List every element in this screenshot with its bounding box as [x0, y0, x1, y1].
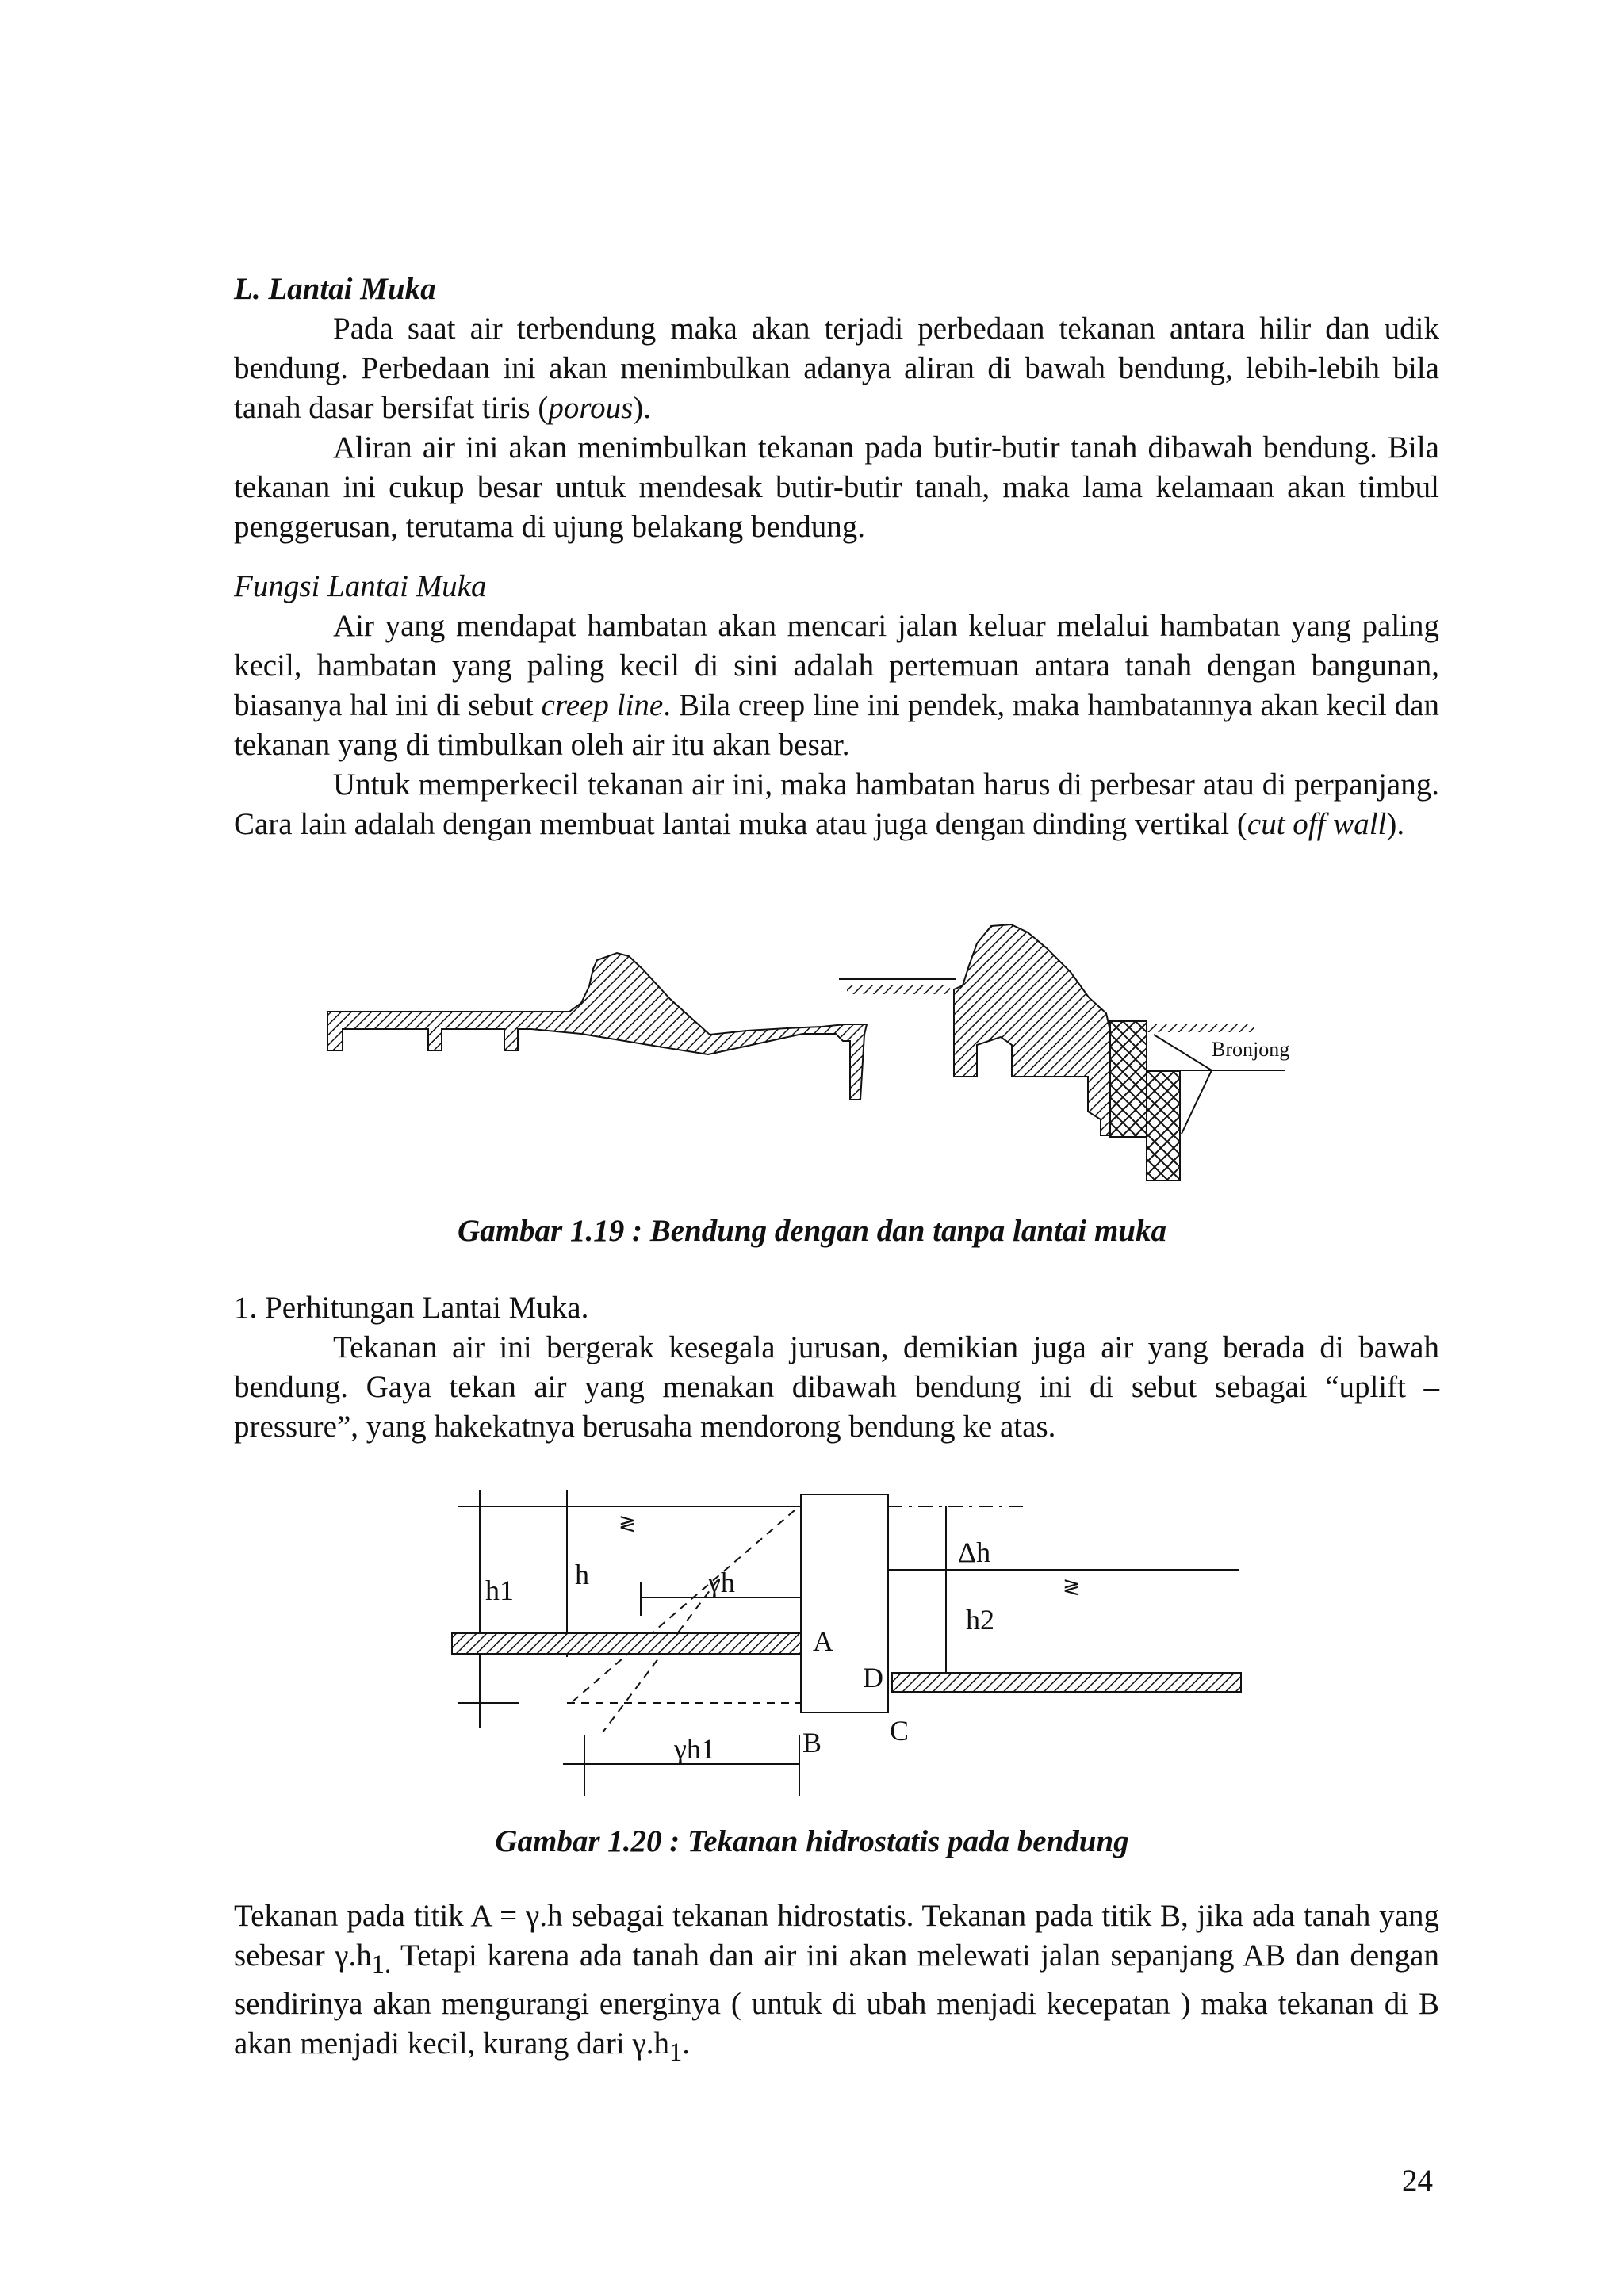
paragraph: Pada saat air terbendung maka akan terjadi perbedaan tekanan antara hilir dan udik bendung. Perbedaan ini akan menimbulkan adanya aliran di bawah bendung, lebih-lebih bila tanah dasar bersifat tiris (porous).: [234, 312, 1439, 425]
label-bronjong: Bronjong: [1212, 1038, 1290, 1061]
paragraph: Air yang mendapat hambatan akan mencari jalan keluar melalui hambatan yang paling kecil, hambatan yang paling kecil di sini adalah pertemuan antara tanah dengan bangunan, biasanya hal ini di sebut creep line. Bila creep line ini pendek, maka hambatannya akan kecil dan tekanan yang di timbulkan oleh air itu akan besar.: [234, 609, 1439, 762]
label-gamma-h: γh: [708, 1567, 735, 1598]
label-h: h: [575, 1559, 589, 1590]
paragraph: Aliran air ini akan menimbulkan tekanan pada butir-butir tanah dibawah bendung. Bila tekanan ini cukup besar untuk mendesak butir-butir tanah, maka lama kelamaan akan timbul penggerusan, terutama di ujung belakang bendung.: [234, 430, 1439, 544]
label-h1: h1: [485, 1575, 514, 1606]
figure-1-19-caption: Gambar 1.19 : Bendung dengan dan tanpa lantai muka: [458, 1214, 1166, 1248]
subsection-heading: Fungsi Lantai Muka: [234, 569, 487, 603]
upstream-floor: [452, 1633, 801, 1654]
paragraph: Untuk memperkecil tekanan air ini, maka hambatan harus di perbesar atau di perpanjang. Cara lain adalah dengan membuat lantai muka atau juga dengan dinding vertikal (cut off wall).: [234, 767, 1439, 841]
figure-1-20-caption: Gambar 1.20 : Tekanan hidrostatis pada bendung: [495, 1824, 1129, 1858]
section-heading: L. Lantai Muka: [234, 272, 436, 306]
pressure-line: [571, 1510, 795, 1703]
numbered-heading: 1. Perhitungan Lantai Muka.: [234, 1291, 589, 1325]
label-C: C: [890, 1715, 910, 1747]
label-A: A: [813, 1625, 833, 1657]
label-delta-h: Δh: [958, 1536, 991, 1568]
page-number: 24: [1402, 2164, 1433, 2198]
section-tekanan: [234, 1896, 1439, 2072]
water-surface-mark: ≷: [619, 1512, 636, 1535]
water-surface-mark: ≷: [1063, 1575, 1080, 1598]
label-h2: h2: [966, 1604, 994, 1636]
label-B: B: [802, 1727, 822, 1758]
paragraph: Tekanan pada titik A = γ.h sebagai tekanan hidrostatis. Tekanan pada titik B, jika ada tanah yang sebesar $\gamma.h_{1.}$ Tetapi karena ada tanah dan air ini akan melewati jalan sepanjang AB dan dengan sendirinya akan mengurangi energinya ( untuk di ubah menjadi kecepatan ) maka tekanan di B akan menjadi kecil, kurang dari $\gamma.h_1$.: [234, 1899, 1439, 2067]
label-D: D: [863, 1662, 883, 1693]
pressure-line: [603, 1580, 718, 1732]
downstream-floor: [892, 1673, 1241, 1692]
paragraph: Tekanan air ini bergerak kesegala jurusan, demikian juga air yang berada di bawah bendung. Gaya tekan air yang menakan dibawah bendung ini di sebut sebagai “uplift – pressure”, yang hakekatnya berusaha mendorong bendung ke atas.: [234, 1330, 1439, 1444]
label-gamma-h1: γh1: [674, 1733, 715, 1765]
